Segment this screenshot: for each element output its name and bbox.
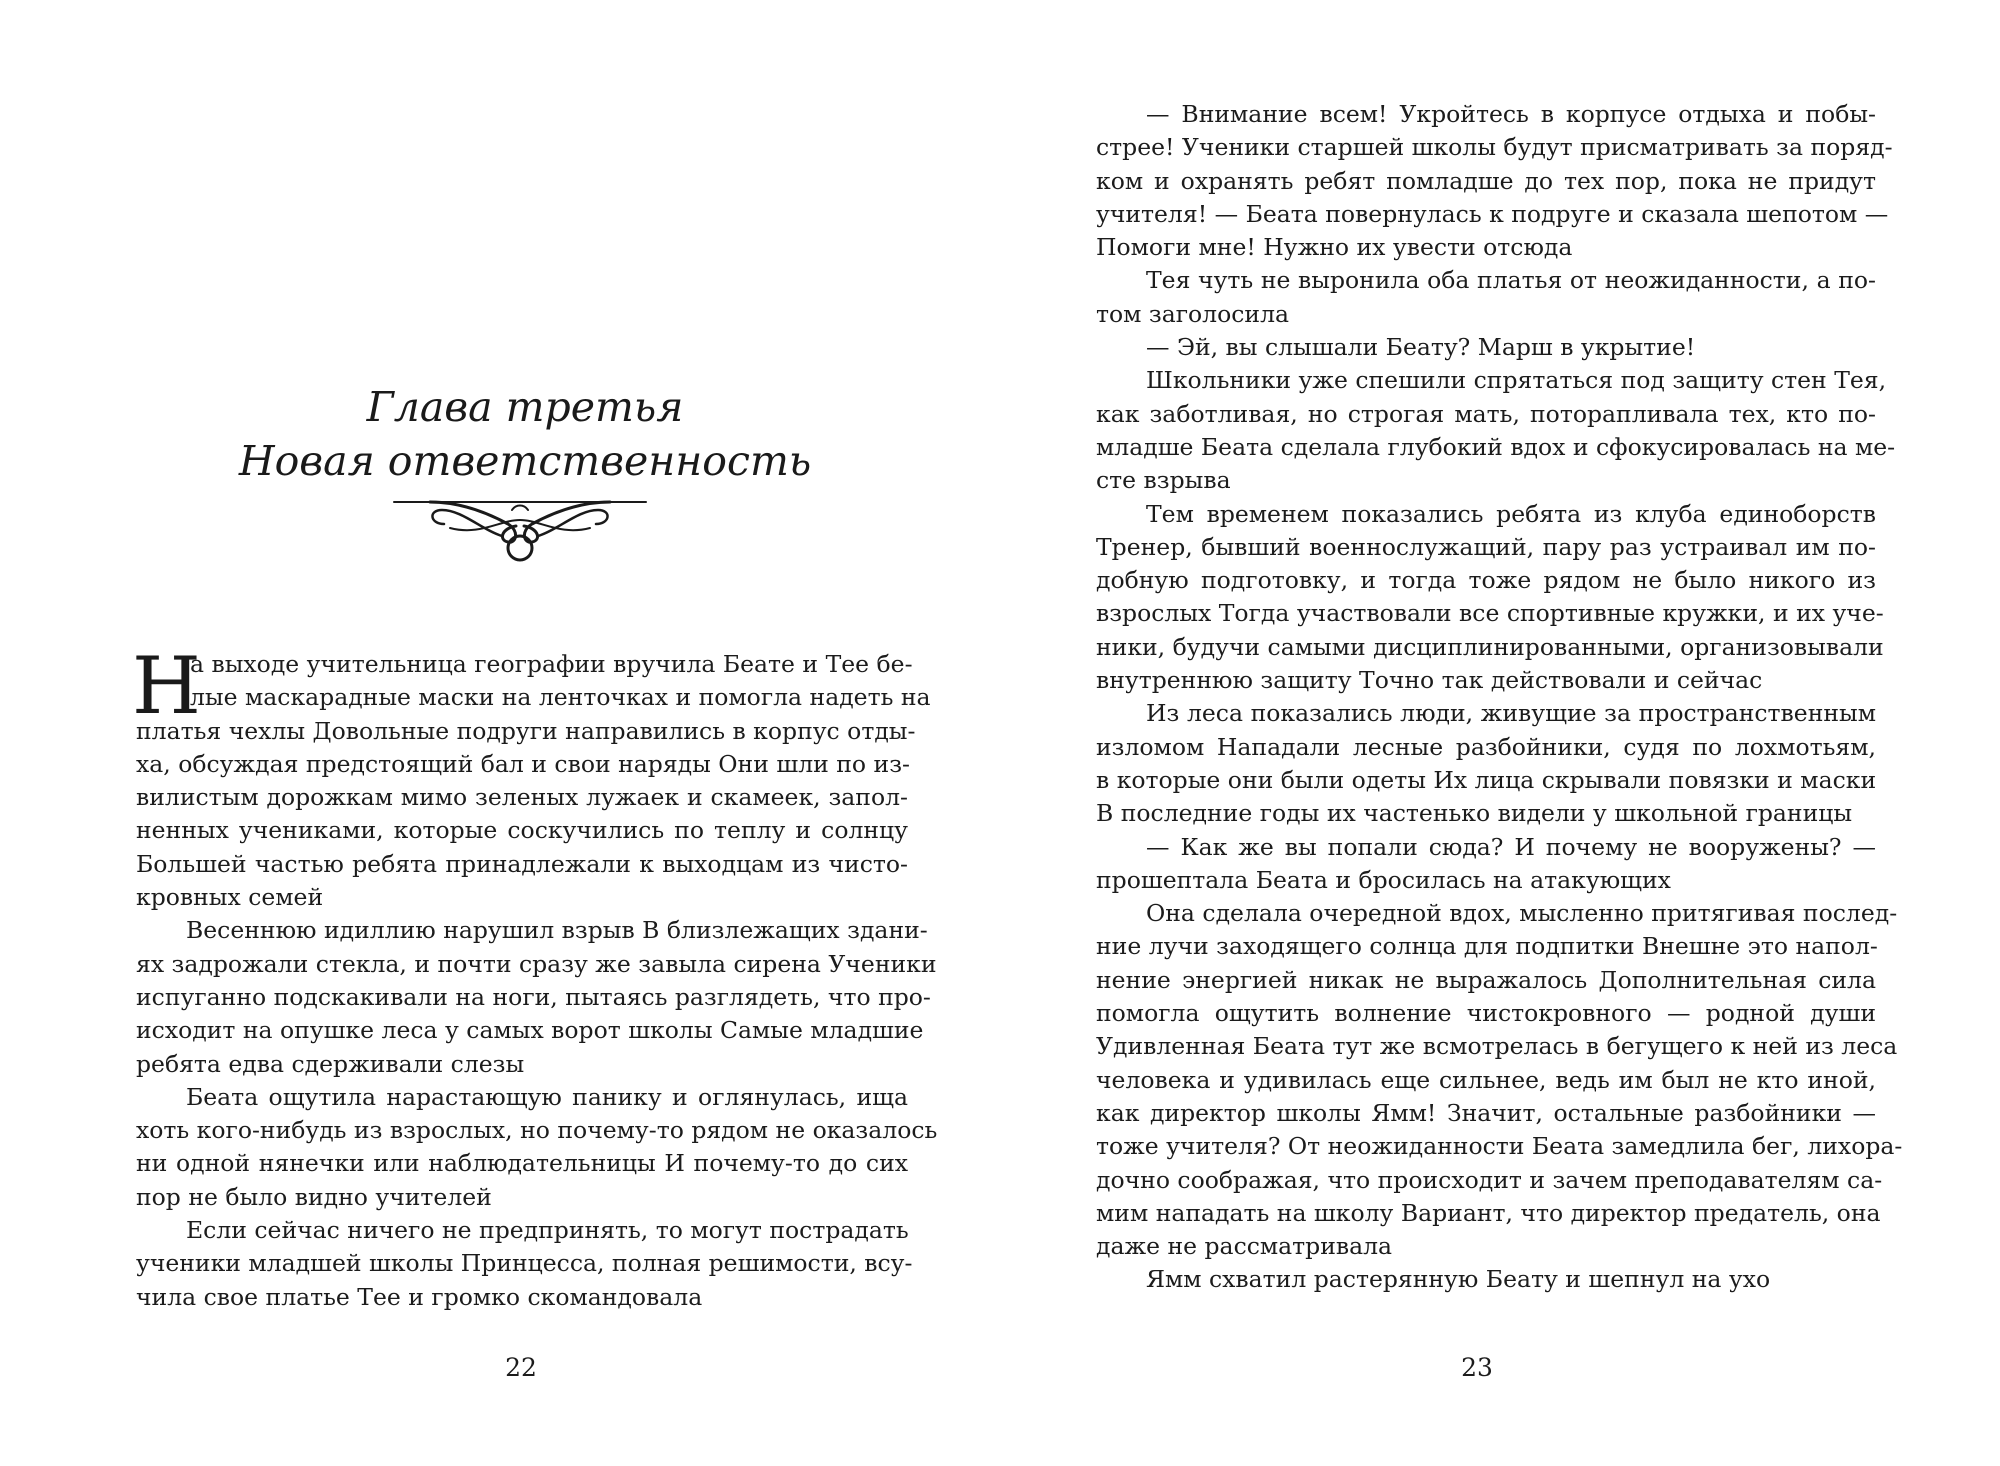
- text-line: Помоги мне! Нужно их увести отсюда: [1096, 233, 1573, 262]
- flourish-ornament-icon: [390, 484, 650, 562]
- text-line: ребята едва сдерживали слезы: [136, 1049, 525, 1078]
- text-line: тоже учителя? От неожиданности Беата замедлила бег, лихора-: [1096, 1132, 1903, 1161]
- text-line: прошептала Беата и бросилась на атакующих: [1096, 865, 1671, 894]
- text-line: ненных учениками, которые соскучились по теплу и солнцу: [136, 816, 908, 845]
- text-line: чила свое платье Тее и громко скомандовала: [136, 1282, 703, 1311]
- text-line: как заботливая, но строгая мать, поторапливала тех, кто по-: [1096, 399, 1876, 428]
- chapter-subtitle: Новая ответственность: [238, 437, 812, 485]
- text-line: даже не рассматривала: [1096, 1232, 1393, 1261]
- text-line: как директор школы Ямм! Значит, остальные разбойники —: [1096, 1098, 1876, 1127]
- text-line: взрослых Тогда участвовали все спортивные кружки, и их уче-: [1096, 599, 1884, 628]
- text-line: помогла ощутить волнение чистокровного — родной души: [1096, 999, 1876, 1028]
- text-line: нение энергией никак не выражалось Дополнительная сила: [1096, 965, 1876, 994]
- text-line: Школьники уже спешили спрятаться под защиту стен Тея,: [1146, 366, 1887, 395]
- text-line: — Внимание всем! Укройтесь в корпусе отдыха и побы-: [1146, 100, 1876, 128]
- text-line: кровных семей: [136, 883, 324, 912]
- text-line: изломом Нападали лесные разбойники, судя по лохмотьям,: [1096, 732, 1876, 761]
- chapter-title: Глава третья: [366, 383, 684, 431]
- text-line: испуганно подскакивали на ноги, пытаясь разглядеть, что про-: [136, 982, 931, 1011]
- text-line: ком и охранять ребят помладше до тех пор, пока не придут: [1096, 166, 1876, 195]
- text-line: лые маскарадные маски на ленточках и помогла надеть на: [190, 683, 931, 712]
- text-line: Тея чуть не выронила оба платья от неожиданности, а по-: [1146, 266, 1876, 295]
- text-line: платья чехлы Довольные подруги направились в корпус отды-: [136, 716, 916, 745]
- chapter-heading: [135, 380, 915, 488]
- text-line: Большей частью ребята принадлежали к выходцам из чисто-: [136, 849, 908, 878]
- text-line: вилистым дорожкам мимо зеленых лужаек и скамеек, запол-: [136, 783, 908, 812]
- text-line: Из леса показались люди, живущие за пространственным: [1146, 699, 1876, 728]
- text-line: — Эй, вы слышали Беату? Марш в укрытие!: [1146, 333, 1696, 362]
- drop-cap: Н: [132, 640, 201, 732]
- text-line: пор не было видно учителей: [136, 1182, 492, 1211]
- left-body-text: [132, 640, 938, 1314]
- text-line: Тем временем показались ребята из клуба единоборств: [1146, 499, 1876, 528]
- text-line: ники, будучи самыми дисциплинированными, организовывали: [1096, 632, 1884, 661]
- text-line: Весеннюю идиллию нарушил взрыв В близлежащих здани-: [186, 916, 928, 945]
- text-line: сте взрыва: [1096, 466, 1231, 495]
- text-line: — Как же вы попали сюда? И почему не вооружены? —: [1146, 832, 1876, 861]
- text-line: том заголосила: [1096, 299, 1290, 328]
- text-line: В последние годы их частенько видели у школьной границы: [1096, 799, 1853, 828]
- text-line: Тренер, бывший военнослужащий, пару раз устраивал им по-: [1096, 532, 1876, 561]
- text-line: дочно соображая, что происходит и зачем преподавателям са-: [1096, 1165, 1883, 1194]
- text-line: Ямм схватил растерянную Беату и шепнул на ухо: [1146, 1265, 1771, 1294]
- text-line: ях задрожали стекла, и почти сразу же завыла сирена Ученики: [136, 949, 937, 978]
- text-line: добную подготовку, и тогда тоже рядом не было никого из: [1096, 566, 1876, 595]
- text-line: учителя! — Беата повернулась к подруге и сказала шепотом —: [1096, 199, 1889, 228]
- text-line: ни одной нянечки или наблюдательницы И почему-то до сих: [136, 1149, 908, 1178]
- text-line: исходит на опушке леса у самых ворот школы Самые младшие: [136, 1016, 924, 1045]
- text-line: внутреннюю защиту Точно так действовали и сейчас: [1096, 666, 1763, 695]
- text-line: хоть кого-нибудь из взрослых, но почему-то рядом не оказалось: [136, 1116, 938, 1145]
- text-line: ученики младшей школы Принцесса, полная решимости, всу-: [136, 1249, 913, 1278]
- text-line: а выходе учительница географии вручила Беате и Тее бе-: [190, 650, 913, 678]
- text-line: человека и удивилась еще сильнее, ведь им был не кто иной,: [1096, 1065, 1876, 1094]
- text-line: в которые они были одеты Их лица скрывали повязки и маски: [1096, 765, 1877, 794]
- text-line: Удивленная Беата тут же всмотрелась в бегущего к ней из леса: [1096, 1032, 1898, 1061]
- text-line: Она сделала очередной вдох, мысленно притягивая послед-: [1146, 899, 1898, 928]
- right-page: [1000, 0, 2000, 1466]
- text-line: мим нападать на школу Вариант, что директор предатель, она: [1096, 1198, 1881, 1227]
- text-line: стрее! Ученики старшей школы будут присматривать за поряд-: [1096, 133, 1893, 162]
- text-line: ха, обсуждая предстоящий бал и свои наряды Они шли по из-: [136, 749, 910, 778]
- right-body-text: [1096, 98, 1903, 1297]
- page-number: 22: [505, 1353, 537, 1382]
- page-number: 23: [1461, 1353, 1493, 1382]
- text-line: ние лучи заходящего солнца для подпитки Внешне это напол-: [1096, 932, 1878, 961]
- text-line: младше Беата сделала глубокий вдох и сфокусировалась на ме-: [1096, 432, 1896, 461]
- text-line: Если сейчас ничего не предпринять, то могут пострадать: [186, 1216, 909, 1245]
- text-line: Беата ощутила нарастающую панику и оглянулась, ища: [186, 1082, 908, 1111]
